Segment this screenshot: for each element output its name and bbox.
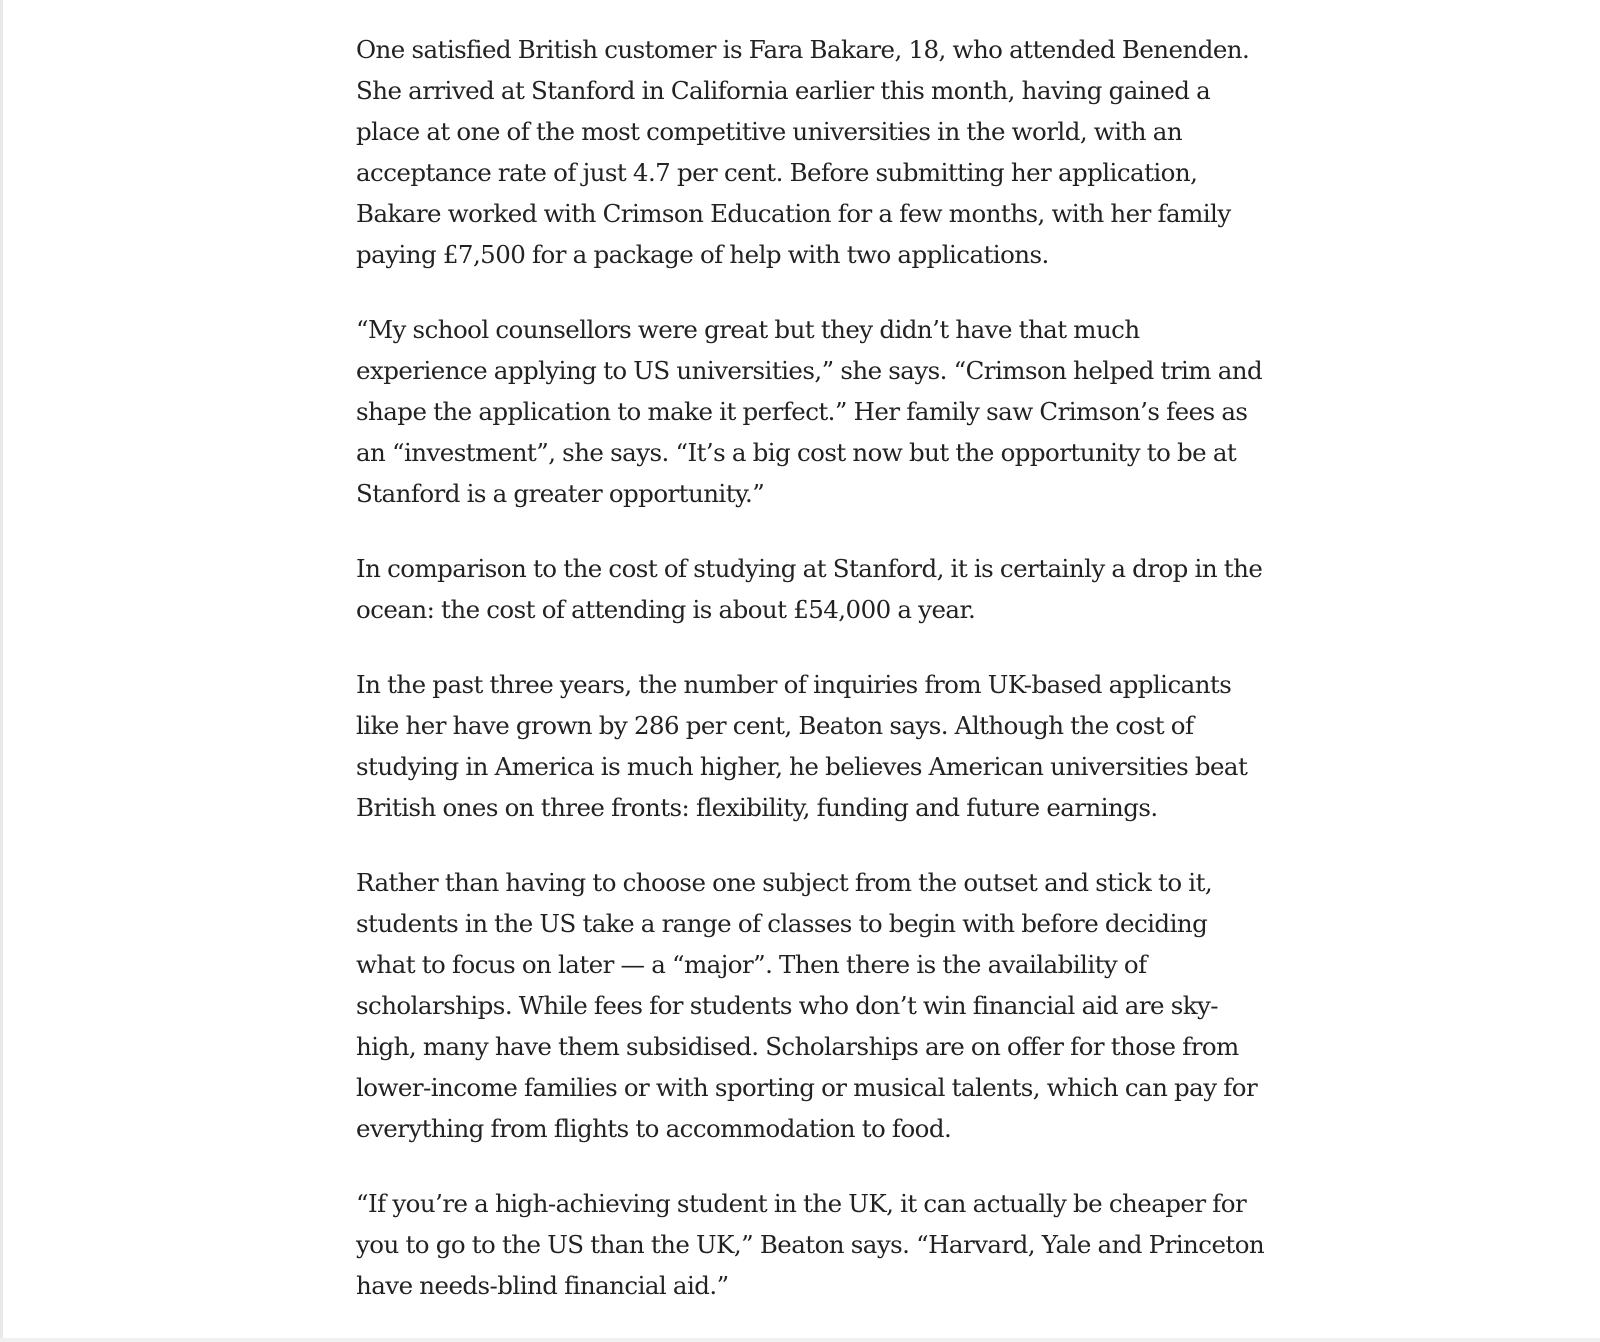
page-bottom-border [0, 1338, 1600, 1342]
article-paragraph-1: One satisfied British customer is Fara Bakare, 18, who attended Benenden. She arrived at Stanford in California earlier this month, having gained a place at one of the most competitive universities in the world, with an acceptance rate of just 4.7 per cent. Before submitting her application, Bakare worked with Crimson Education for a few months, with her family paying £7,500 for a package of help with two applications. [356, 35, 1250, 269]
article-paragraph-5: Rather than having to choose one subject from the outset and stick to it, students in the US take a range of classes to begin with before deciding what to focus on later — a “major”. Then there is the availability of scholarships. While fees for students who don’t win financial aid are sky-high, many have them subsidised. Scholarships are on offer for those from lower-income families or with sporting or musical talents, which can pay for everything from flights to accommodation to food. [356, 868, 1258, 1143]
article-paragraph-6: “If you’re a high-achieving student in the UK, it can actually be cheaper for you to go to the US than the UK,” Beaton says. “Harvard, Yale and Princeton have needs-blind financial aid.” [356, 1189, 1265, 1300]
article-body [356, 29, 1268, 1340]
article-paragraph-2: “My school counsellors were great but they didn’t have that much experience applying to US universities,” she says. “Crimson helped trim and shape the application to make it perfect.” Her family saw Crimson’s fees as an “investment”, she says. “It’s a big cost now but the opportunity to be at Stanford is a greater opportunity.” [356, 315, 1263, 508]
page-left-border [0, 0, 3, 1342]
article-paragraph-3: In comparison to the cost of studying at Stanford, it is certainly a drop in the ocean: the cost of attending is about £54,000 a year. [356, 554, 1263, 624]
article-paragraph-4: In the past three years, the number of inquiries from UK-based applicants like her have grown by 286 per cent, Beaton says. Although the cost of studying in America is much higher, he believes American universities beat British ones on three fronts: flexibility, funding and future earnings. [356, 670, 1248, 822]
